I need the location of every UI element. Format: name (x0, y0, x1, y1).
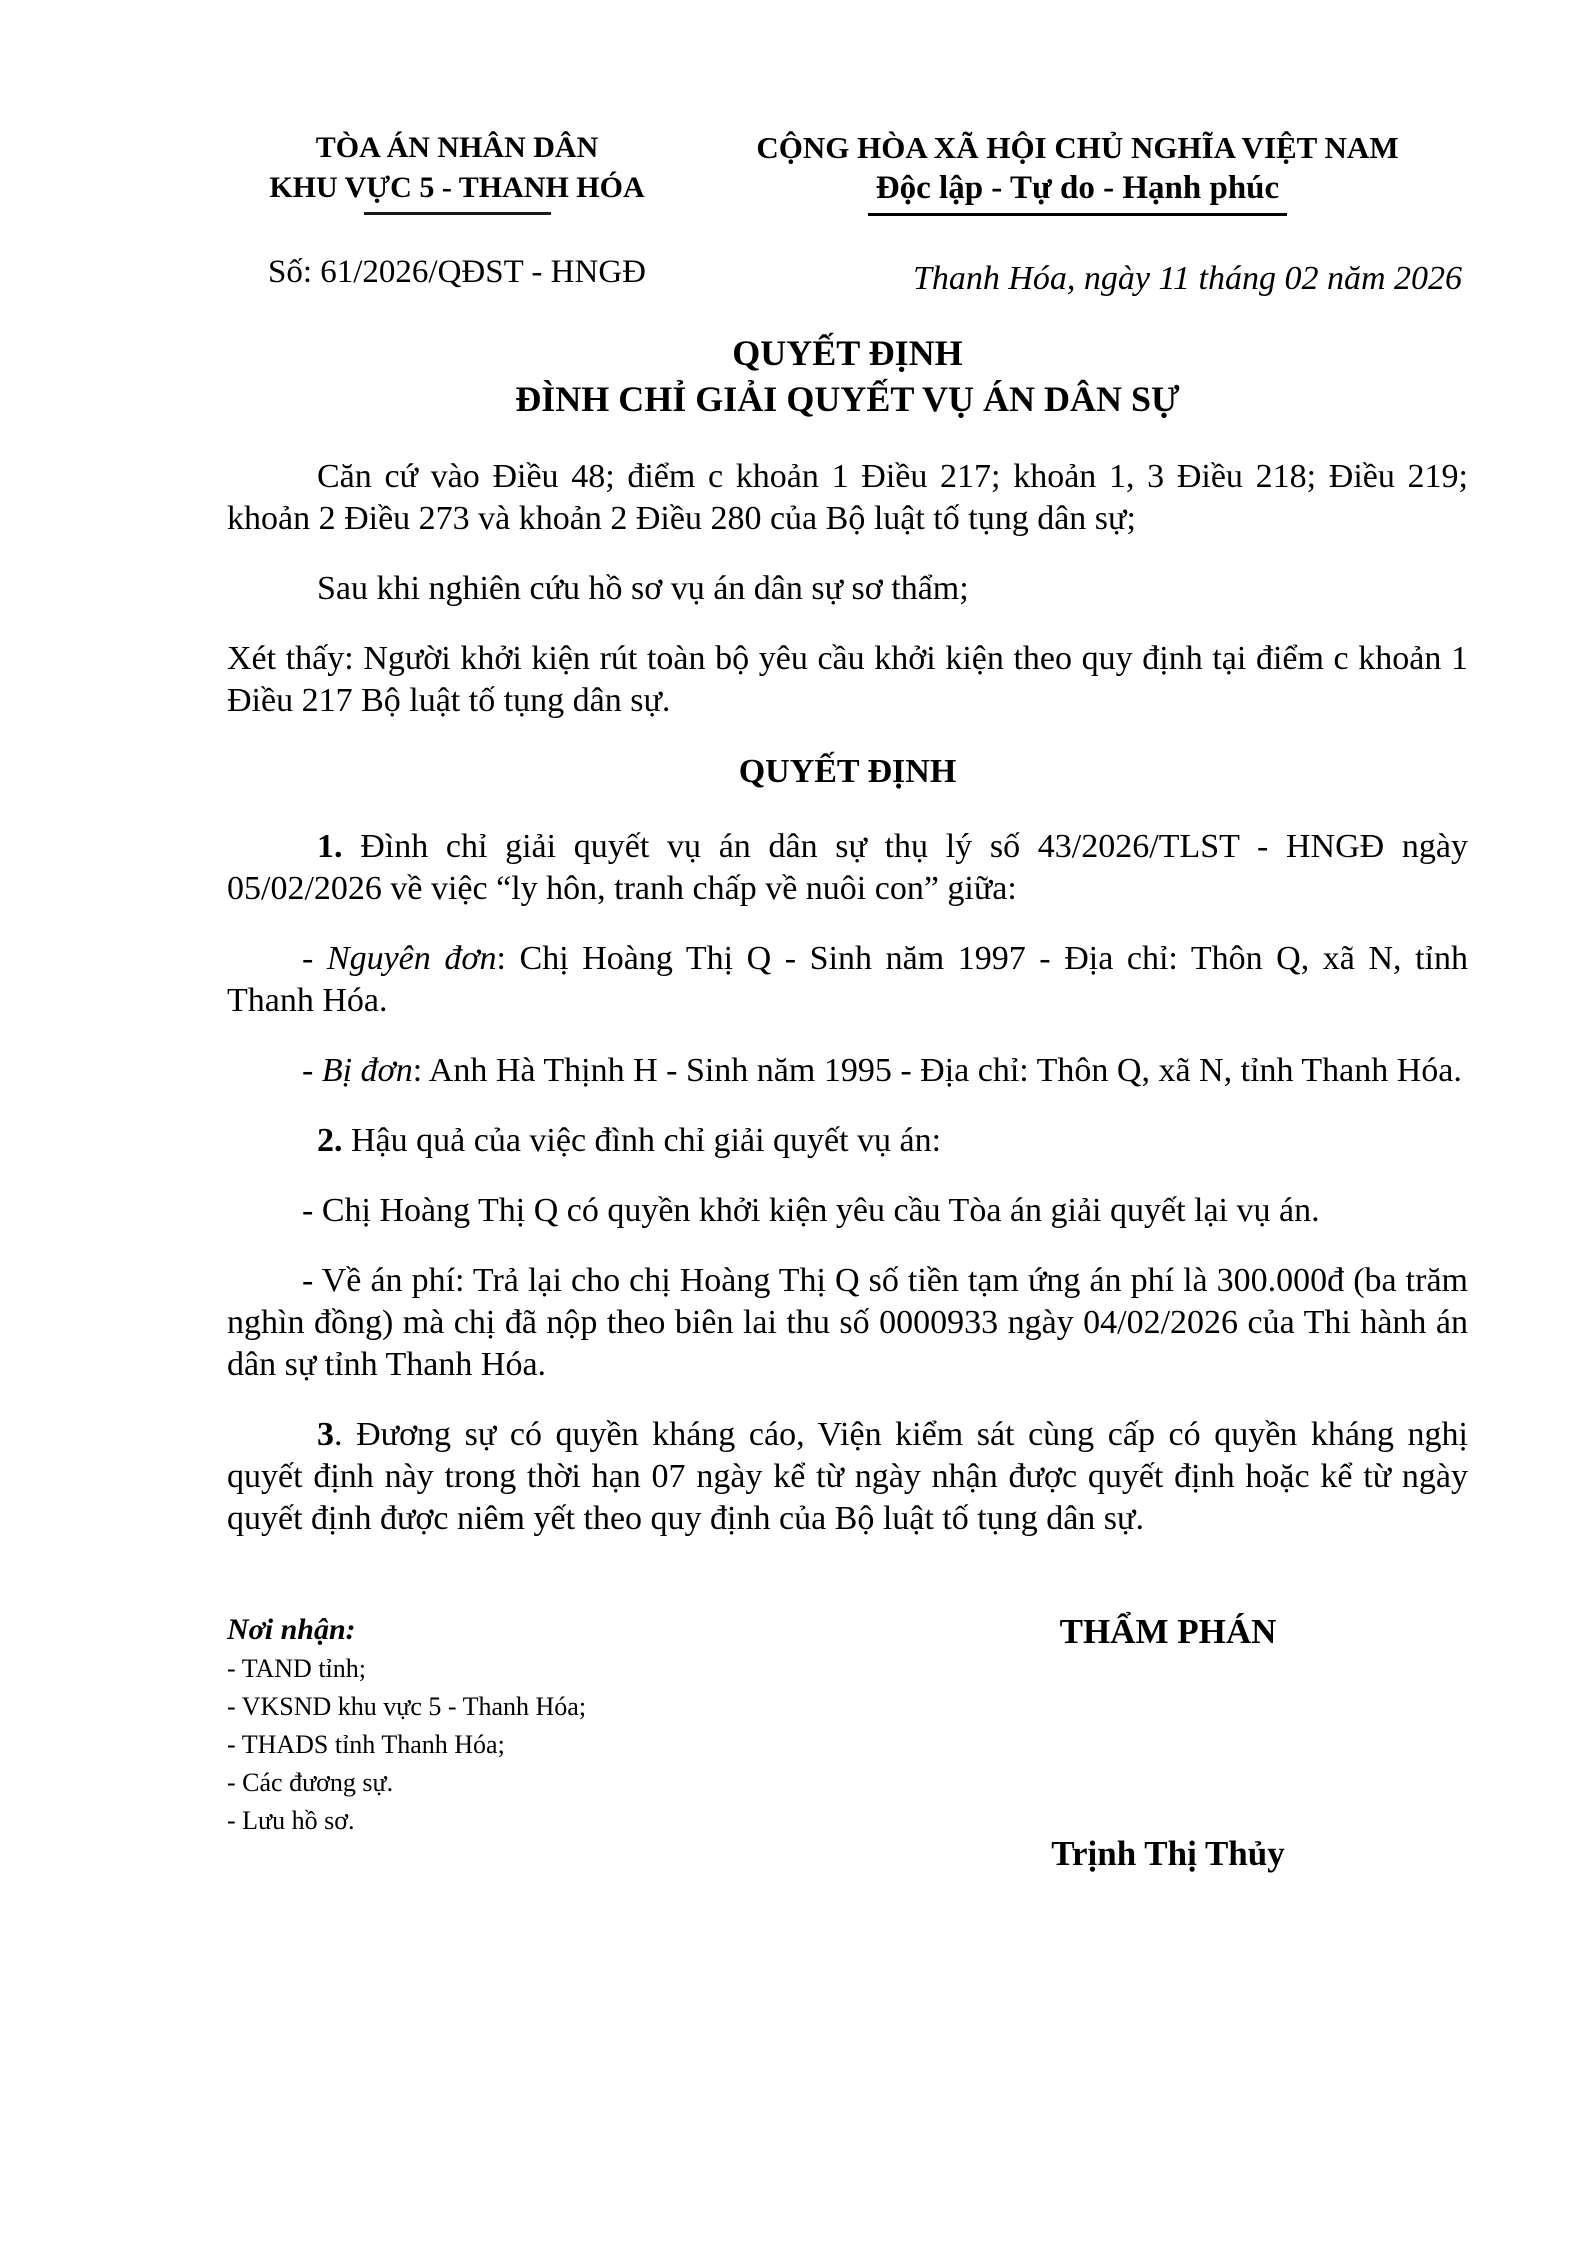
legal-basis-paragraph: Căn cứ vào Điều 48; điểm c khoản 1 Điều 217; khoản 1, 3 Điều 218; Điều 219; khoản 2 Điều 273 và khoản 2 Điều 280 của Bộ luật tố tụng dân sự; (227, 458, 1468, 537)
section-2-bullet-1: - Chị Hoàng Thị Q có quyền khởi kiện yêu cầu Tòa án giải quyết lại vụ án. (302, 1192, 1320, 1229)
defendant-label: Bị đơn (321, 1052, 413, 1089)
findings-paragraph: Xét thấy: Người khởi kiện rút toàn bộ yêu cầu khởi kiện theo quy định tại điểm c khoản 1 Điều 217 Bộ luật tố tụng dân sự. (227, 640, 1468, 719)
document-footer (227, 1610, 1468, 1876)
recipient-item: - Các đương sự. (227, 1768, 394, 1797)
national-header-block (687, 128, 1468, 302)
judge-title: THẨM PHÁN (1059, 1612, 1277, 1651)
section-1-text: Đình chỉ giải quyết vụ án dân sự thụ lý số 43/2026/TLST - HNGĐ ngày 05/02/2026 về việc “ly hôn, tranh chấp về nuôi con” giữa: (227, 828, 1468, 907)
section-3-number: 3 (317, 1416, 334, 1453)
court-name-line1: TÒA ÁN NHÂN DÂN (315, 131, 599, 164)
judge-name: Trịnh Thị Thủy (1051, 1834, 1285, 1873)
section-1-number: 1. (317, 828, 343, 865)
recipients-label: Nơi nhận: (227, 1613, 356, 1646)
section-3-text: . Đương sự có quyền kháng cáo, Viện kiểm sát cùng cấp có quyền kháng nghị quyết định này trong thời hạn 07 ngày kể từ ngày nhận được quyết định hoặc kể từ ngày quyết định được niêm yết theo quy định của Bộ luật tố tụng dân sự. (227, 1416, 1468, 1537)
plaintiff-dash: - (302, 940, 327, 977)
recipient-item: - THADS tỉnh Thanh Hóa; (227, 1730, 505, 1759)
section-3-paragraph (227, 1414, 1468, 1540)
issuing-court-block (227, 128, 687, 293)
decision-heading: QUYẾT ĐỊNH (738, 753, 957, 790)
document-header (227, 128, 1468, 302)
document-title-line1: QUYẾT ĐỊNH (732, 333, 963, 373)
plaintiff-label: Nguyên đơn (326, 940, 497, 977)
recipient-item: - TAND tỉnh; (227, 1654, 366, 1683)
section-2-bullet-2: - Về án phí: Trả lại cho chị Hoàng Thị Q số tiền tạm ứng án phí là 300.000đ (ba trăm nghìn đồng) mà chị đã nộp theo biên lai thu số 0000933 ngày 04/02/2026 của Thi hành án dân sự tỉnh Thanh Hóa. (227, 1262, 1468, 1383)
court-name-line2: KHU VỰC 5 - THANH HÓA (269, 171, 645, 204)
document-title-line2: ĐÌNH CHỈ GIẢI QUYẾT VỤ ÁN DÂN SỰ (515, 379, 1180, 419)
document-title (227, 330, 1468, 422)
recipients-block (227, 1610, 868, 1876)
national-motto-line2-wrap (687, 168, 1468, 216)
document-number: Số: 61/2026/QĐST - HNGĐ (267, 254, 646, 290)
review-paragraph: Sau khi nghiên cứu hồ sơ vụ án dân sự sơ thẩm; (317, 570, 969, 607)
signature-block (868, 1610, 1468, 1876)
document-body (227, 456, 1468, 1540)
section-2-number: 2. (317, 1122, 343, 1159)
defendant-text: : Anh Hà Thịnh H - Sinh năm 1995 - Địa chỉ: Thôn Q, xã N, tỉnh Thanh Hóa. (412, 1052, 1462, 1089)
recipient-item: - Lưu hồ sơ. (227, 1806, 355, 1835)
plaintiff-paragraph (227, 938, 1468, 1022)
court-name-underline (364, 212, 551, 215)
national-motto-line2: Độc lập - Tự do - Hạnh phúc (868, 168, 1287, 216)
section-1-paragraph (227, 826, 1468, 910)
national-motto-line1: CỘNG HÒA XÃ HỘI CHỦ NGHĨA VIỆT NAM (756, 130, 1399, 165)
plaintiff-text: : Chị Hoàng Thị Q - Sinh năm 1997 - Địa chỉ: Thôn Q, xã N, tỉnh Thanh Hóa. (227, 940, 1468, 1019)
recipient-item: - VKSND khu vực 5 - Thanh Hóa; (227, 1692, 587, 1721)
section-2-text: Hậu quả của việc đình chỉ giải quyết vụ án: (342, 1122, 942, 1159)
defendant-paragraph (227, 1050, 1468, 1092)
section-2-paragraph (227, 1120, 1468, 1162)
defendant-dash: - (302, 1052, 322, 1089)
place-date-line: Thanh Hóa, ngày 11 tháng 02 năm 2026 (912, 260, 1462, 297)
